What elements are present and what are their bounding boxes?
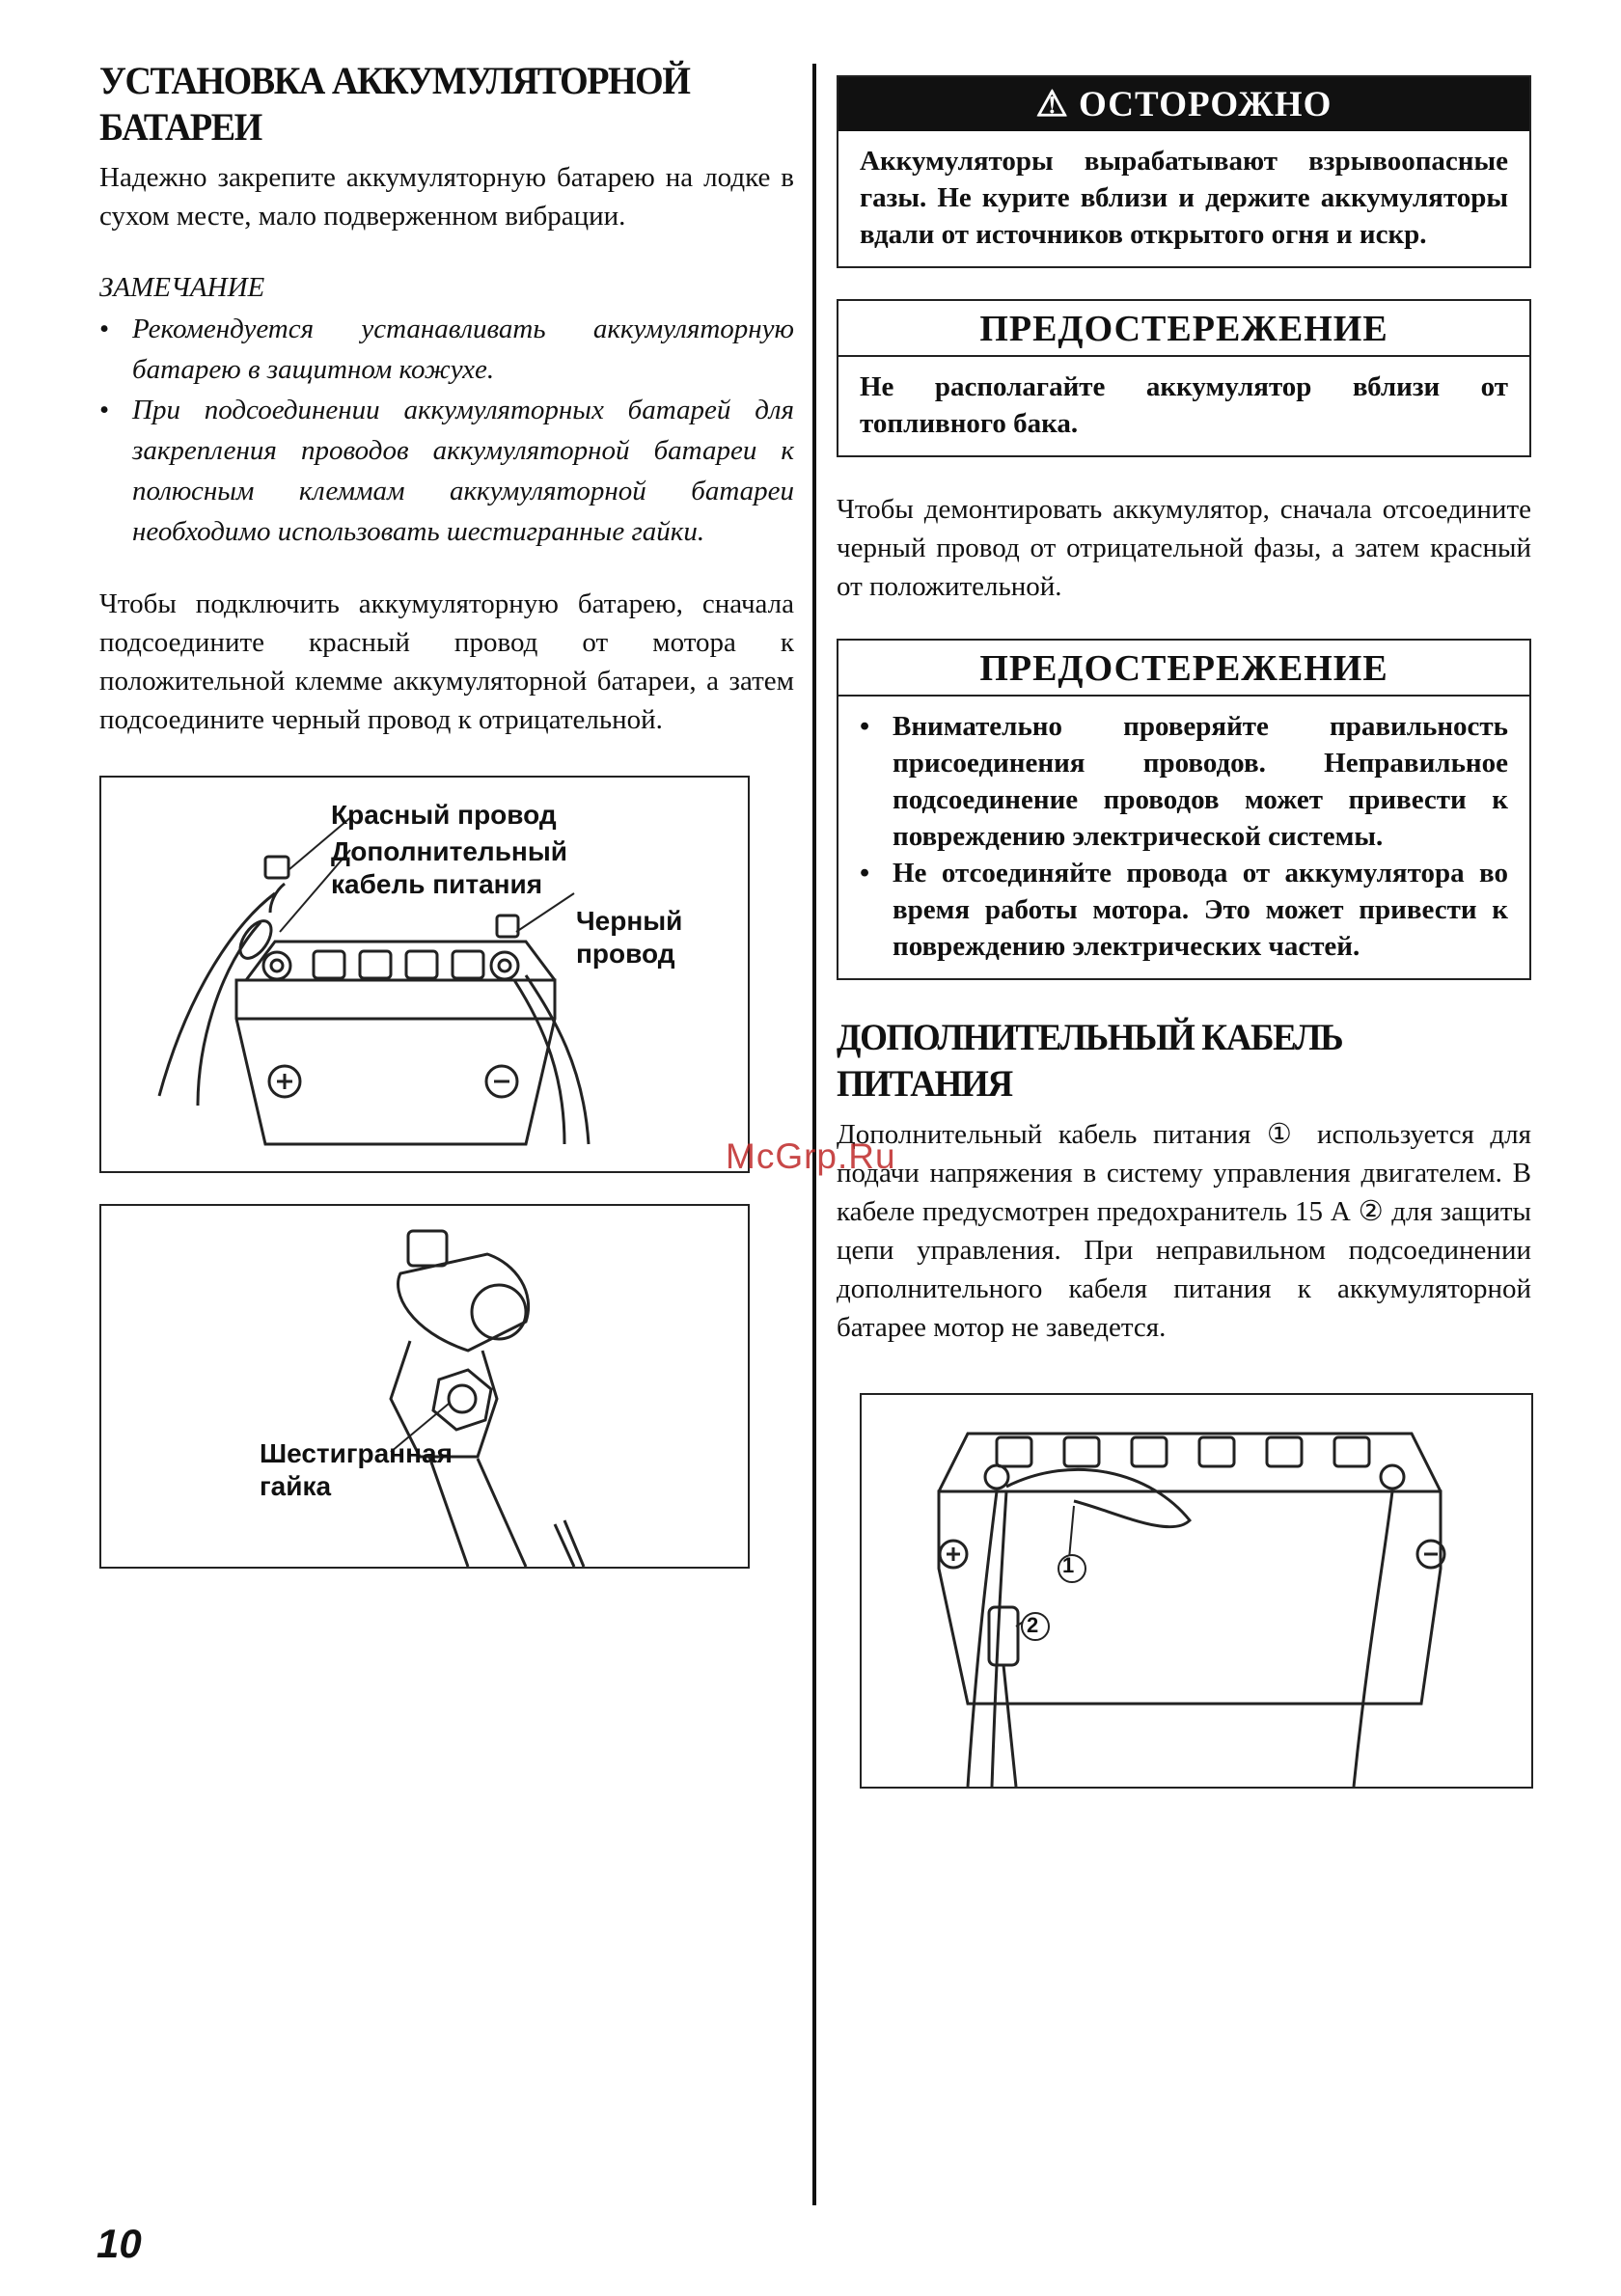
warning-triangle-icon: ⚠ [1035,85,1069,124]
label-hex-nut: Шестигранная гайка [260,1438,453,1501]
watermark: McGrp.Ru [726,1136,896,1176]
section-title-battery-install: УСТАНОВКА АККУМУЛЯТОРНОЙ БАТАРЕИ [99,59,690,149]
caution-box-fuel [837,299,1531,457]
caution-list-wrap [838,697,1529,978]
callout-2: 2 [1027,1613,1039,1637]
extra-cable-figure [860,1393,1533,1789]
page-number: 10 [96,2221,142,2266]
hex-nut-figure [99,1204,750,1569]
battery-wiring-figure [99,776,750,1173]
callout-1: 1 [1062,1553,1075,1577]
note-title: ЗАМЕЧАНИЕ [99,272,265,303]
note-list [99,309,794,552]
left-column [99,58,794,1569]
warning-text: Аккумуляторы вырабатывают взрывоопасные газы. Не курите вблизи и держите аккумуляторы вдали от источников открытого огня и искр. [860,146,1508,250]
label-black-wire: Черный провод [576,906,683,969]
column-divider [812,64,816,2205]
caution-box-wiring [837,639,1531,980]
caution-title: ПРЕДОСТЕРЕЖЕНИЕ [838,641,1529,697]
caution-text: Не располагайте аккумулятор вблизи от топливного бака. [860,371,1508,439]
caution-list [860,708,1508,965]
note-item: • При подсоединении аккумуляторных батарей для закрепления проводов аккумуляторной батареи к полюсным клеммам аккумуляторной батареи необходимо использовать шестигранные гайки. [99,390,794,552]
caution-title: ПРЕДОСТЕРЕЖЕНИЕ [838,301,1529,357]
remove-paragraph: Чтобы демонтировать аккумулятор, сначала отсоедините черный провод от отрицательной фазы, а затем красный от положительной. [837,494,1531,602]
label-red-wire: Красный провод [331,800,557,830]
connect-paragraph: Чтобы подключить аккумуляторную батарею, сначала подсоедините красный провод от мотора к положительной клемме аккумуляторной батареи, а затем подсоедините черный провод к отрицательной. [99,588,794,735]
warning-header [838,77,1529,131]
hex-nut-illustration [101,1206,748,1567]
caution-item: • Внимательно проверяйте правильность присоединения проводов. Неправильное подсоединение проводов может привести к повреждению электрической системы. [860,708,1508,855]
right-column [837,75,1531,1789]
section-title-extra-cable: ДОПОЛНИТЕЛЬНЫЙ КАБЕЛЬ ПИТАНИЯ [837,1017,1343,1105]
extra-cable-illustration [862,1395,1531,1787]
warning-title: ОСТОРОЖНО [1079,85,1333,124]
intro-paragraph: Надежно закрепите аккумуляторную батарею на лодке в сухом месте, мало подверженном вибрации. [99,162,794,232]
label-extra-cable: Дополнительный кабель питания [331,836,567,899]
caution-item: • Не отсоединяйте провода от аккумулятора во время работы мотора. Это может привести к повреждению электрических частей. [860,855,1508,965]
warning-box [837,75,1531,268]
note-item: • Рекомендуется устанавливать аккумуляторную батарею в защитном кожухе. [99,309,794,390]
cable-paragraph: Дополнительный кабель питания ① используется для подачи напряжения в систему управления двигателем. В кабеле предусмотрен предохранитель 15 А ② для защиты цепи управления. При неправильном подсоединении дополнительного кабеля питания к аккумуляторной батарее мотор не заведется. [837,1119,1531,1343]
